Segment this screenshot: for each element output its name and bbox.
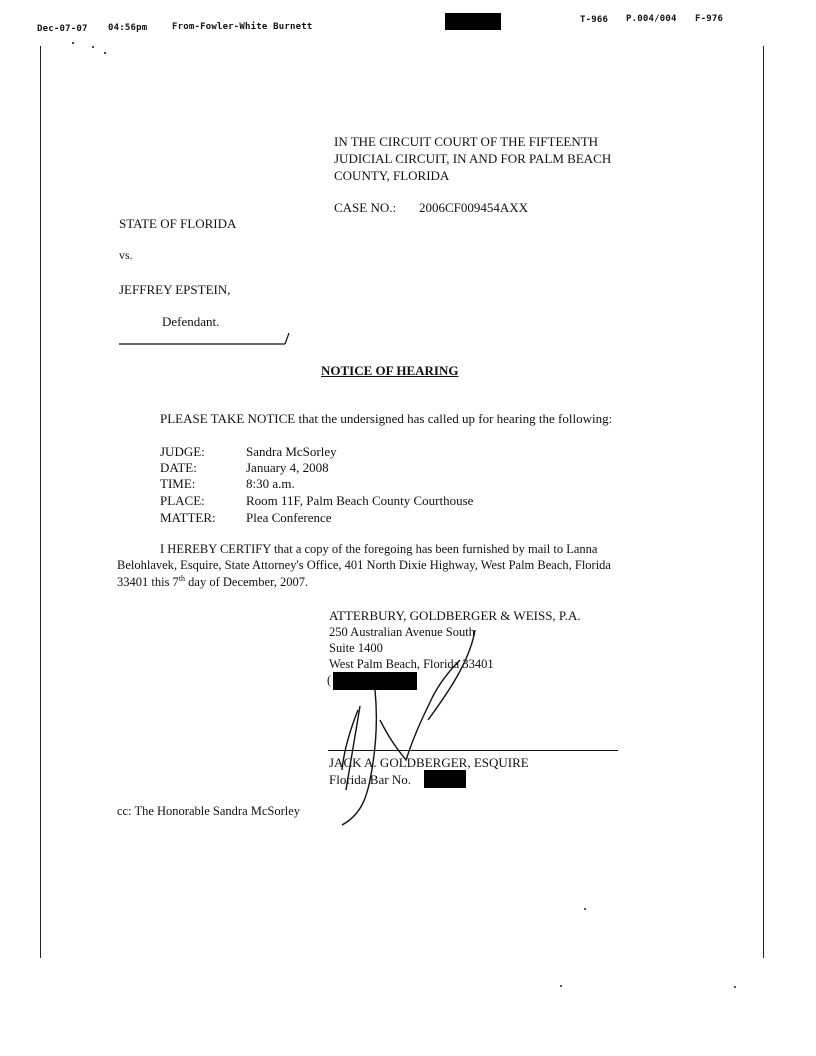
matter-label: MATTER: [160, 510, 216, 525]
caption-underline [117, 330, 292, 350]
matter-value: Plea Conference [246, 510, 332, 525]
firm-address-2: Suite 1400 [329, 641, 383, 655]
scan-speck [92, 46, 94, 48]
certificate-line-3 [117, 574, 308, 590]
bar-number-redaction [424, 770, 466, 788]
signature-line [328, 750, 618, 751]
court-line-3: COUNTY, FLORIDA [334, 168, 450, 183]
place-label: PLACE: [160, 493, 205, 508]
notice-intro: PLEASE TAKE NOTICE that the undersigned has called up for hearing the following: [160, 411, 613, 426]
case-number: 2006CF009454AXX [419, 200, 529, 215]
certificate-line-1: I HEREBY CERTIFY that a copy of the foregoing has been furnished by mail to Lanna [160, 542, 598, 556]
signer-name: JACK A. GOLDBERGER, ESQUIRE [329, 755, 529, 770]
left-scan-edge [40, 46, 41, 958]
notice-title: NOTICE OF HEARING [321, 363, 459, 378]
certificate-ordinal: th [178, 574, 186, 583]
certificate-date-suffix: day of December, 2007. [185, 575, 309, 590]
judge-value: Sandra McSorley [246, 444, 337, 459]
defendant-label: Defendant. [162, 314, 220, 329]
fax-page: P.004/004 [626, 14, 677, 24]
scan-speck [560, 985, 562, 987]
time-value: 8:30 a.m. [246, 476, 295, 491]
time-label: TIME: [160, 476, 196, 491]
place-value: Room 11F, Palm Beach County Courthouse [246, 493, 474, 508]
firm-address-3: West Palm Beach, Florida 33401 [329, 657, 494, 671]
fax-date: Dec-07-07 [37, 24, 88, 34]
fax-f-code: F-976 [695, 14, 724, 24]
court-line-2: JUDICIAL CIRCUIT, IN AND FOR PALM BEACH [334, 151, 612, 166]
redaction-box [445, 13, 501, 30]
right-scan-edge [763, 46, 764, 958]
scan-speck [72, 42, 74, 44]
signature-scribble [320, 620, 480, 830]
plaintiff: STATE OF FLORIDA [119, 216, 237, 231]
scan-speck [584, 908, 586, 910]
firm-phone-prefix: ( [327, 673, 332, 687]
case-number-label: CASE NO.: [334, 200, 397, 215]
court-line-1: IN THE CIRCUIT COURT OF THE FIFTEENTH [334, 134, 599, 149]
judge-label: JUDGE: [160, 444, 205, 459]
certificate-line-2: Belohlavek, Esquire, State Attorney's Office, 401 North Dixie Highway, West Palm Beach, Florida [117, 558, 611, 572]
fax-time: 04:56pm [108, 23, 148, 33]
firm-address-1: 250 Australian Avenue South [329, 625, 475, 639]
certificate-date-prefix: 33401 this 7 [117, 575, 179, 590]
versus: vs. [119, 248, 133, 262]
bar-number-label: Florida Bar No. [329, 772, 411, 787]
fax-t-code: T-966 [580, 15, 609, 25]
scan-speck [104, 52, 106, 54]
cc-line: cc: The Honorable Sandra McSorley [117, 804, 301, 818]
date-label: DATE: [160, 460, 197, 475]
date-value: January 4, 2008 [246, 460, 329, 475]
firm-name: ATTERBURY, GOLDBERGER & WEISS, P.A. [329, 608, 581, 623]
scan-speck [734, 986, 736, 988]
defendant-name: JEFFREY EPSTEIN, [119, 282, 231, 297]
fax-from: From-Fowler-White Burnett [172, 22, 313, 32]
